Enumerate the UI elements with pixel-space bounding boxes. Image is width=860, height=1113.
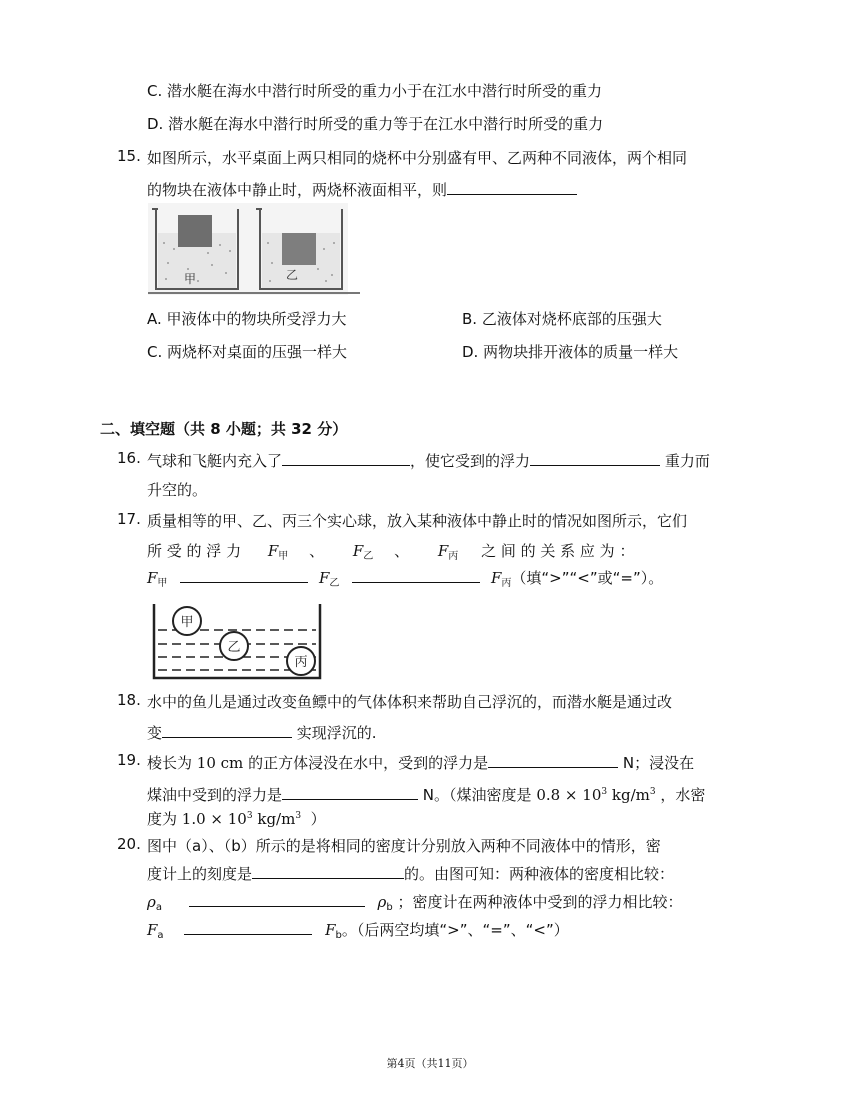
q20-line2: 度计上的刻度是 的。由图可知：两种液体的密度相比较： [147, 862, 674, 885]
q16-number: 16. [117, 449, 141, 467]
q20-blank-1[interactable] [252, 862, 404, 879]
q14-option-c: C. 潜水艇在海水中潜行时所受的重力小于在江水中潜行时所受的重力 [147, 82, 603, 100]
table-surface [148, 292, 360, 294]
block-yi [282, 233, 316, 265]
q20-number: 20. [117, 835, 141, 853]
q20-line3: $\rho_a$ $\rho_b$ ；密度计在两种液体中受到的浮力相比较： [147, 890, 683, 919]
section-heading: 二、填空题（共 8 小题；共 32 分） [100, 420, 348, 438]
ball-yi-label: 乙 [227, 640, 241, 655]
q15-number: 15. [117, 147, 141, 165]
q15-stem-line1: 如图所示，水平桌面上两只相同的烧杯中分别盛有甲、乙两种不同液体，两个相同 [147, 149, 688, 167]
q18-line1: 水中的鱼儿是通过改变鱼鳔中的气体体积来帮助自己浮沉的，而潜水艇是通过改 [147, 693, 673, 711]
q16-line1: 气球和飞艇内充入了 ，使它受到的浮力 重力而 [147, 449, 710, 472]
q15-option-a: A. 甲液体中的物块所受浮力大 [147, 310, 347, 328]
q15-blank[interactable] [447, 178, 577, 195]
q19-blank-2[interactable] [282, 783, 418, 800]
q19-line2: 煤油中受到的浮力是 N。（煤油密度是 $0.8 \times 10^3$ $kg/m^3$ ，水密 [147, 781, 705, 806]
q17-number: 17. [117, 510, 141, 528]
q20-blank-3[interactable] [184, 918, 312, 935]
q19-line1: 棱长为 10 cm 的正方体浸没在水中，受到的浮力是 N；浸没在 [147, 751, 694, 774]
q18-line2: 变 实现浮沉的. [147, 721, 377, 744]
balls-figure [150, 600, 325, 682]
q17-blank-2[interactable] [352, 566, 480, 583]
q14-option-d: D. 潜水艇在海水中潜行时所受的重力等于在江水中潜行时所受的重力 [147, 115, 604, 133]
label-yi: 乙 [286, 268, 299, 282]
q18-number: 18. [117, 691, 141, 709]
q17-line3: $F_甲$ $F_乙$ $F_丙$（填“>”“<”或“=”）。 [147, 566, 663, 595]
q16-blank-2[interactable] [530, 449, 660, 466]
q19-blank-1[interactable] [488, 751, 618, 768]
q17-line2: 所 受 的 浮 力 $F_甲$ 、 $F_乙$ 、 $F_丙$ 之 间 的 关 系 应 为 ： [147, 542, 635, 562]
q19-line3: 度为 $1.0 \times 10^3$ $kg/m^3$ ） [147, 810, 326, 828]
beakers-figure [148, 203, 348, 295]
q18-blank[interactable] [162, 721, 292, 738]
q20-blank-2[interactable] [189, 890, 365, 907]
block-jia [178, 215, 212, 247]
q15-option-c: C. 两烧杯对桌面的压强一样大 [147, 343, 348, 361]
q15-option-b: B. 乙液体对烧杯底部的压强大 [462, 310, 662, 328]
q16-line2: 升空的。 [147, 481, 208, 499]
ball-bing-label: 丙 [294, 655, 308, 670]
q15-stem-line2: 的物块在液体中静止时，两烧杯液面相平，则 [147, 178, 577, 201]
q20-line1: 图中（a）、（b）所示的是将相同的密度计分别放入两种不同液体中的情形，密 [147, 837, 661, 855]
q20-line4: $F_a$ $F_b$。（后两空均填“>”、“=”、“<”） [147, 918, 569, 947]
ball-jia-label: 甲 [180, 615, 194, 630]
q15-option-d: D. 两物块排开液体的质量一样大 [462, 343, 679, 361]
q19-number: 19. [117, 751, 141, 769]
label-jia: 甲 [184, 272, 197, 286]
page-footer: 第4页（共11页） [386, 1057, 474, 1070]
q17-line1: 质量相等的甲、乙、丙三个实心球，放入某种液体中静止时的情况如图所示，它们 [147, 512, 688, 530]
q16-blank-1[interactable] [282, 449, 410, 466]
q17-blank-1[interactable] [180, 566, 308, 583]
